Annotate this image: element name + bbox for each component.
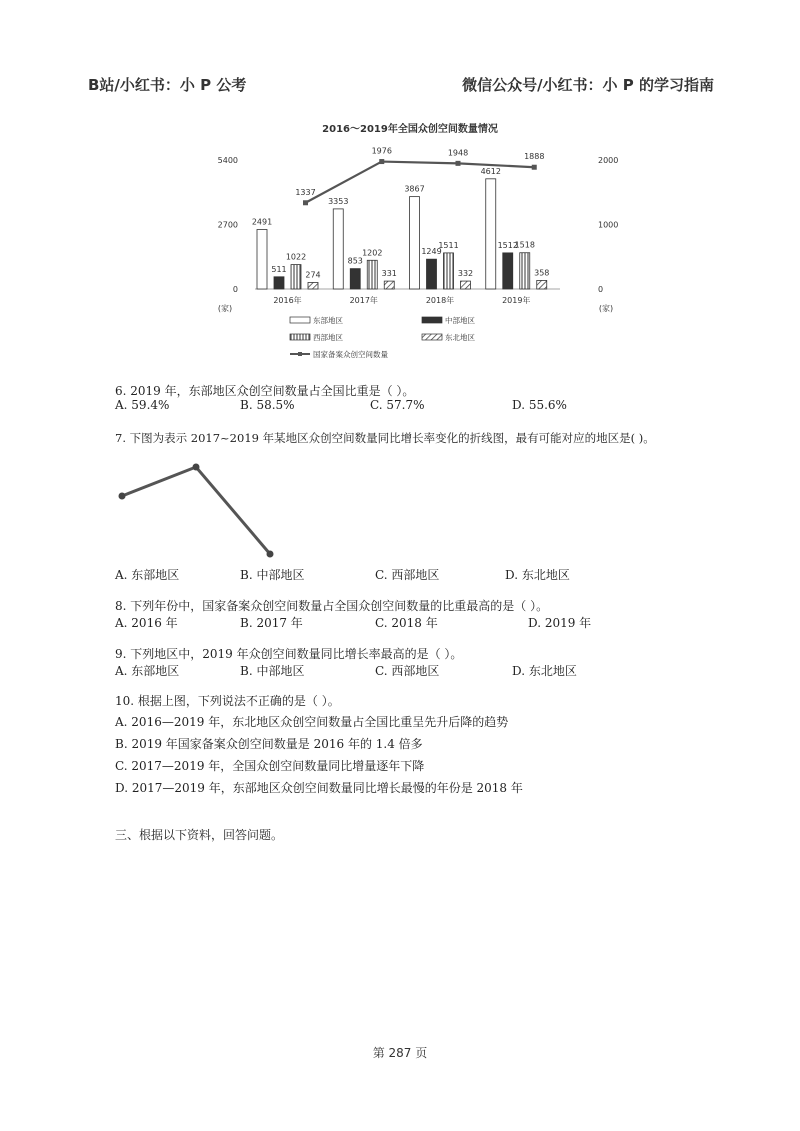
line-value-label: 1948 bbox=[447, 148, 469, 158]
q10-option-b[interactable]: B. 2019 年国家备案众创空间数量是 2016 年的 1.4 倍多 bbox=[115, 737, 423, 751]
q10-option-c[interactable]: C. 2017—2019 年，全国众创空间数量同比增量逐年下降 bbox=[115, 759, 425, 773]
bar bbox=[333, 209, 343, 289]
legend-swatch bbox=[422, 334, 442, 340]
bar bbox=[427, 259, 437, 289]
bar-value-label: 358 bbox=[534, 268, 550, 278]
right-axis-unit: (家) bbox=[598, 304, 614, 313]
growth-line-point bbox=[193, 464, 200, 471]
bar-value-label: 1518 bbox=[514, 240, 535, 250]
bar-value-label: 331 bbox=[381, 269, 397, 279]
question-7-stem: 7. 下图为表示 2017~2019 年某地区众创空间数量同比增长率变化的折线图，最有可能对应的地区是( )。 bbox=[115, 431, 655, 445]
q7-option-d[interactable]: D. 东北地区 bbox=[505, 568, 570, 582]
growth-line-point bbox=[267, 551, 274, 558]
bar-value-label: 2491 bbox=[251, 217, 273, 227]
line-point bbox=[379, 159, 384, 164]
bar bbox=[486, 179, 496, 289]
q7-option-c[interactable]: C. 西部地区 bbox=[375, 568, 440, 582]
q10-option-d[interactable]: D. 2017—2019 年，东部地区众创空间数量同比增长最慢的年份是 2018 年 bbox=[115, 781, 523, 795]
left-tick-label: 0 bbox=[232, 285, 238, 294]
bar bbox=[537, 280, 547, 289]
bar-value-label: 853 bbox=[347, 256, 363, 266]
bar-value-label: 1511 bbox=[438, 240, 459, 250]
bar bbox=[520, 253, 530, 289]
x-tick-label: 2018年 bbox=[425, 296, 455, 305]
growth-line-point bbox=[119, 493, 126, 500]
q9-option-b[interactable]: B. 中部地区 bbox=[240, 664, 305, 678]
bar bbox=[384, 281, 394, 289]
left-tick-label: 2700 bbox=[217, 220, 238, 230]
right-tick-label: 2000 bbox=[598, 156, 619, 165]
legend-label: 国家备案众创空间数量 bbox=[313, 350, 388, 359]
header-left: B站/小红书：小 P 公考 bbox=[88, 76, 247, 94]
legend-label: 中部地区 bbox=[445, 316, 475, 325]
bar bbox=[257, 229, 267, 289]
line-point bbox=[532, 165, 537, 170]
q9-option-a[interactable]: A. 东部地区 bbox=[115, 664, 180, 678]
right-tick-label: 1000 bbox=[598, 220, 619, 230]
q7-option-a[interactable]: A. 东部地区 bbox=[115, 568, 180, 582]
question-10-stem: 10. 根据上图，下列说法不正确的是（ ）。 bbox=[115, 694, 340, 708]
line-point bbox=[303, 200, 308, 205]
left-tick-label: 5400 bbox=[217, 156, 238, 165]
growth-line-chart bbox=[110, 448, 290, 563]
q9-option-d[interactable]: D. 东北地区 bbox=[512, 664, 577, 678]
line-value-label: 1888 bbox=[524, 152, 545, 162]
legend-label: 西部地区 bbox=[313, 333, 343, 342]
legend-label: 东北地区 bbox=[445, 333, 475, 342]
bar bbox=[503, 253, 513, 289]
bar bbox=[350, 269, 360, 289]
question-6-stem: 6. 2019 年，东部地区众创空间数量占全国比重是（ ）。 bbox=[115, 384, 415, 398]
chart-title: 2016～2019年全国众创空间数量情况 bbox=[322, 124, 498, 135]
q9-option-c[interactable]: C. 西部地区 bbox=[375, 664, 440, 678]
line-point bbox=[456, 161, 461, 166]
bar-value-label: 1512 bbox=[497, 240, 518, 250]
bar-value-label: 1249 bbox=[421, 247, 442, 257]
x-tick-label: 2019年 bbox=[502, 296, 531, 305]
section-heading: 三、根据以下资料，回答问题。 bbox=[115, 828, 284, 842]
left-axis-unit: (家) bbox=[217, 304, 233, 313]
bar-value-label: 1022 bbox=[285, 252, 307, 262]
line-value-label: 1976 bbox=[371, 146, 392, 156]
page-number: 第 287 页 bbox=[372, 1046, 428, 1060]
line-value-label: 1337 bbox=[295, 187, 316, 197]
bar-value-label: 511 bbox=[271, 264, 287, 274]
bar bbox=[410, 197, 420, 289]
q8-option-a[interactable]: A. 2016 年 bbox=[115, 616, 178, 630]
bar-value-label: 274 bbox=[305, 270, 321, 280]
bar bbox=[367, 260, 377, 289]
q7-option-b[interactable]: B. 中部地区 bbox=[240, 568, 305, 582]
legend-swatch bbox=[290, 334, 310, 340]
q8-option-b[interactable]: B. 2017 年 bbox=[240, 616, 303, 630]
bar bbox=[274, 277, 284, 289]
bar bbox=[444, 253, 454, 289]
legend-swatch bbox=[290, 317, 310, 323]
growth-line-path bbox=[122, 467, 270, 554]
bar-value-label: 1202 bbox=[362, 248, 383, 258]
question-8-stem: 8. 下列年份中，国家备案众创空间数量占全国众创空间数量的比重最高的是（ ）。 bbox=[115, 599, 549, 613]
legend-label: 东部地区 bbox=[313, 316, 343, 325]
q8-option-c[interactable]: C. 2018 年 bbox=[375, 616, 438, 630]
x-tick-label: 2016年 bbox=[273, 296, 302, 305]
bar-value-label: 332 bbox=[457, 269, 474, 279]
legend-line-marker bbox=[298, 352, 302, 356]
legend-swatch bbox=[422, 317, 442, 323]
q6-option-c[interactable]: C. 57.7% bbox=[370, 398, 425, 412]
right-tick-label: 0 bbox=[598, 285, 604, 294]
q8-option-d[interactable]: D. 2019 年 bbox=[528, 616, 592, 630]
question-9-stem: 9. 下列地区中，2019 年众创空间数量同比增长率最高的是（ ）。 bbox=[115, 647, 463, 661]
q6-option-d[interactable]: D. 55.6% bbox=[512, 398, 567, 412]
bar-value-label: 3867 bbox=[404, 184, 425, 194]
q6-option-b[interactable]: B. 58.5% bbox=[240, 398, 295, 412]
q10-option-a[interactable]: A. 2016—2019 年，东北地区众创空间数量占全国比重呈先升后降的趋势 bbox=[115, 715, 509, 729]
bar-value-label: 4612 bbox=[480, 166, 501, 176]
bar-line-chart bbox=[200, 118, 620, 373]
header-right: 微信公众号/小红书：小 P 的学习指南 bbox=[462, 76, 714, 94]
bar bbox=[308, 282, 318, 289]
bar bbox=[291, 265, 301, 289]
x-tick-label: 2017年 bbox=[349, 296, 378, 305]
bar bbox=[461, 281, 471, 289]
q6-option-a[interactable]: A. 59.4% bbox=[115, 398, 170, 412]
bar-value-label: 3353 bbox=[328, 196, 349, 206]
